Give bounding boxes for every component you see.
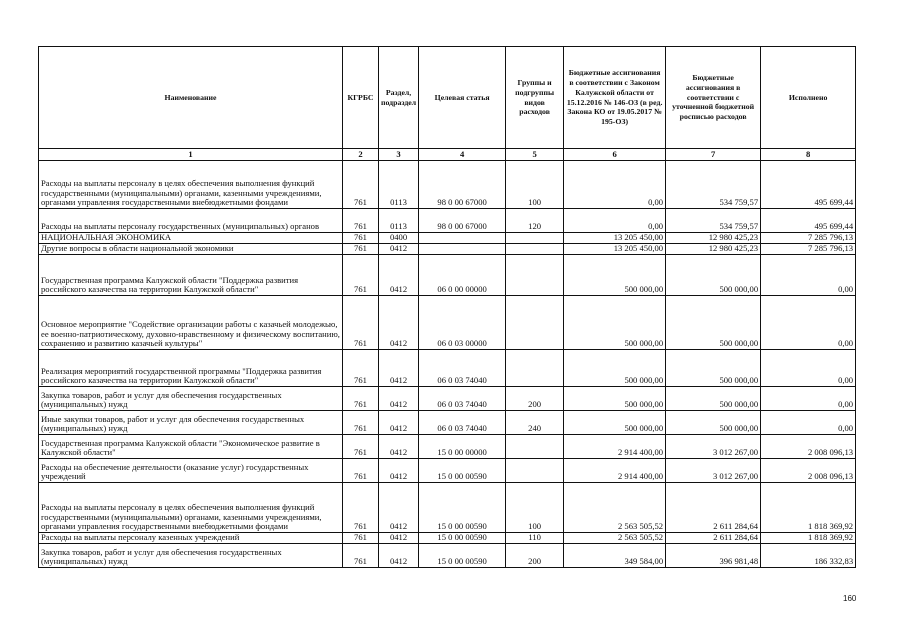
row-section: 0412	[379, 387, 419, 411]
row-law-allocation: 500 000,00	[564, 296, 666, 350]
row-executed: 0,00	[761, 387, 856, 411]
header-name: Наименование	[39, 47, 343, 149]
column-number: 3	[379, 149, 419, 161]
row-kgrbs: 761	[343, 387, 379, 411]
table-row	[39, 209, 856, 233]
row-expense-group	[506, 350, 564, 387]
row-section: 0412	[379, 296, 419, 350]
row-executed: 1 818 369,92	[761, 533, 856, 544]
budget-table	[38, 46, 856, 568]
row-kgrbs: 761	[343, 459, 379, 483]
row-target-article: 98 0 00 67000	[419, 161, 506, 209]
row-expense-group	[506, 296, 564, 350]
row-name: Основное мероприятие "Содействие организации работы с казачьей молодежью, ее военно-патриотическому, духовно-нравственному и физическому воспитанию, сохранению и развитию казачьей культуры"	[39, 296, 343, 350]
row-name: Расходы на выплаты персоналу в целях обеспечения выполнения функций государственными (муниципальными) органами, казенными учреждениями, органами управления государственными внебюджетными фондами	[39, 161, 343, 209]
row-refined-allocation: 12 980 425,23	[666, 244, 761, 255]
header-refined-allocations: Бюджетные ассигнования в соответствии с уточненной бюджетной росписью расходов	[666, 47, 761, 149]
row-refined-allocation: 3 012 267,00	[666, 435, 761, 459]
table-row	[39, 233, 856, 244]
column-number: 7	[666, 149, 761, 161]
row-law-allocation: 349 584,00	[564, 544, 666, 568]
row-section: 0412	[379, 544, 419, 568]
row-target-article: 98 0 00 67000	[419, 209, 506, 233]
header-law-allocations: Бюджетные ассигнования в соответствии с Законом Калужской области от 15.12.2016 № 146-ОЗ (в ред. Закона КО от 19.05.2017 № 195-ОЗ)	[564, 47, 666, 149]
row-section: 0412	[379, 255, 419, 296]
row-refined-allocation: 500 000,00	[666, 350, 761, 387]
row-name: НАЦИОНАЛЬНАЯ ЭКОНОМИКА	[39, 233, 343, 244]
row-target-article	[419, 244, 506, 255]
row-refined-allocation: 2 611 284,64	[666, 483, 761, 533]
row-refined-allocation: 534 759,57	[666, 161, 761, 209]
row-target-article: 06 0 03 74040	[419, 411, 506, 435]
row-refined-allocation: 396 981,48	[666, 544, 761, 568]
row-refined-allocation: 500 000,00	[666, 387, 761, 411]
header-executed: Исполнено	[761, 47, 856, 149]
row-refined-allocation: 500 000,00	[666, 411, 761, 435]
row-target-article: 06 0 03 74040	[419, 387, 506, 411]
column-number: 1	[39, 149, 343, 161]
column-number: 8	[761, 149, 856, 161]
row-refined-allocation: 500 000,00	[666, 255, 761, 296]
row-target-article: 06 0 03 74040	[419, 350, 506, 387]
row-law-allocation: 500 000,00	[564, 411, 666, 435]
table-row	[39, 483, 856, 533]
header-groups: Группы и подгруппы видов расходов	[506, 47, 564, 149]
row-target-article: 15 0 00 00000	[419, 435, 506, 459]
row-expense-group: 110	[506, 533, 564, 544]
table-row	[39, 244, 856, 255]
row-name: Расходы на обеспечение деятельности (оказание услуг) государственных учреждений	[39, 459, 343, 483]
row-executed: 2 008 096,13	[761, 459, 856, 483]
row-expense-group: 100	[506, 161, 564, 209]
column-number: 2	[343, 149, 379, 161]
row-expense-group	[506, 459, 564, 483]
row-law-allocation: 13 205 450,00	[564, 233, 666, 244]
row-section: 0412	[379, 411, 419, 435]
row-executed: 1 818 369,92	[761, 483, 856, 533]
row-refined-allocation: 3 012 267,00	[666, 459, 761, 483]
row-name: Иные закупки товаров, работ и услуг для обеспечения государственных (муниципальных) нужд	[39, 411, 343, 435]
table-row	[39, 459, 856, 483]
row-expense-group	[506, 435, 564, 459]
row-law-allocation: 500 000,00	[564, 255, 666, 296]
row-kgrbs: 761	[343, 296, 379, 350]
row-kgrbs: 761	[343, 209, 379, 233]
row-executed: 495 699,44	[761, 209, 856, 233]
row-kgrbs: 761	[343, 483, 379, 533]
row-target-article	[419, 233, 506, 244]
row-name: Закупка товаров, работ и услуг для обеспечения государственных (муниципальных) нужд	[39, 544, 343, 568]
row-target-article: 15 0 00 00590	[419, 533, 506, 544]
row-executed: 0,00	[761, 350, 856, 387]
row-kgrbs: 761	[343, 435, 379, 459]
row-section: 0113	[379, 209, 419, 233]
row-kgrbs: 761	[343, 544, 379, 568]
table-row	[39, 435, 856, 459]
table-row	[39, 387, 856, 411]
row-kgrbs: 761	[343, 533, 379, 544]
row-kgrbs: 761	[343, 350, 379, 387]
row-kgrbs: 761	[343, 161, 379, 209]
table-body	[39, 161, 856, 568]
row-executed: 0,00	[761, 296, 856, 350]
column-number: 4	[419, 149, 506, 161]
row-executed: 0,00	[761, 255, 856, 296]
row-refined-allocation: 500 000,00	[666, 296, 761, 350]
row-law-allocation: 500 000,00	[564, 350, 666, 387]
row-name: Реализация мероприятий государственной программы "Поддержка развития российского казачества на территории Калужской области"	[39, 350, 343, 387]
row-target-article: 15 0 00 00590	[419, 459, 506, 483]
row-expense-group: 200	[506, 387, 564, 411]
row-expense-group: 100	[506, 483, 564, 533]
row-kgrbs: 761	[343, 244, 379, 255]
row-expense-group	[506, 255, 564, 296]
column-number: 6	[564, 149, 666, 161]
row-law-allocation: 2 914 400,00	[564, 435, 666, 459]
table-row	[39, 255, 856, 296]
table-row	[39, 350, 856, 387]
header-kgrbs: КГРБС	[343, 47, 379, 149]
header-section: Раздел, подраздел	[379, 47, 419, 149]
row-kgrbs: 761	[343, 255, 379, 296]
row-section: 0412	[379, 533, 419, 544]
row-law-allocation: 0,00	[564, 209, 666, 233]
row-name: Расходы на выплаты персоналу в целях обеспечения выполнения функций государственными (муниципальными) органами, казенными учреждениями, органами управления государственными внебюджетными фондами	[39, 483, 343, 533]
row-section: 0412	[379, 483, 419, 533]
row-law-allocation: 0,00	[564, 161, 666, 209]
row-name: Расходы на выплаты персоналу государственных (муниципальных) органов	[39, 209, 343, 233]
row-executed: 7 285 796,13	[761, 244, 856, 255]
row-law-allocation: 13 205 450,00	[564, 244, 666, 255]
row-target-article: 15 0 00 00590	[419, 483, 506, 533]
row-expense-group	[506, 233, 564, 244]
row-name: Другие вопросы в области национальной экономики	[39, 244, 343, 255]
header-row	[39, 47, 856, 149]
row-expense-group: 240	[506, 411, 564, 435]
header-target: Целевая статья	[419, 47, 506, 149]
column-number: 5	[506, 149, 564, 161]
table-row	[39, 161, 856, 209]
row-section: 0113	[379, 161, 419, 209]
row-name: Закупка товаров, работ и услуг для обеспечения государственных (муниципальных) нужд	[39, 387, 343, 411]
row-law-allocation: 500 000,00	[564, 387, 666, 411]
row-executed: 2 008 096,13	[761, 435, 856, 459]
table-row	[39, 544, 856, 568]
row-section: 0412	[379, 350, 419, 387]
row-section: 0412	[379, 459, 419, 483]
column-number-row	[39, 149, 856, 161]
row-target-article: 06 0 03 00000	[419, 296, 506, 350]
row-kgrbs: 761	[343, 233, 379, 244]
row-law-allocation: 2 914 400,00	[564, 459, 666, 483]
row-section: 0400	[379, 233, 419, 244]
row-kgrbs: 761	[343, 411, 379, 435]
row-name: Расходы на выплаты персоналу казенных учреждений	[39, 533, 343, 544]
row-target-article: 15 0 00 00590	[419, 544, 506, 568]
row-law-allocation: 2 563 505,52	[564, 533, 666, 544]
row-refined-allocation: 12 980 425,23	[666, 233, 761, 244]
table-row	[39, 411, 856, 435]
row-section: 0412	[379, 244, 419, 255]
row-target-article: 06 0 00 00000	[419, 255, 506, 296]
row-section: 0412	[379, 435, 419, 459]
row-expense-group: 200	[506, 544, 564, 568]
row-name: Государственная программа Калужской области "Экономическое развитие в Калужской области"	[39, 435, 343, 459]
row-expense-group: 120	[506, 209, 564, 233]
row-executed: 495 699,44	[761, 161, 856, 209]
table-row	[39, 533, 856, 544]
row-refined-allocation: 534 759,57	[666, 209, 761, 233]
table-row	[39, 296, 856, 350]
row-name: Государственная программа Калужской области "Поддержка развития российского казачества на территории Калужской области"	[39, 255, 343, 296]
row-refined-allocation: 2 611 284,64	[666, 533, 761, 544]
row-executed: 186 332,83	[761, 544, 856, 568]
row-executed: 7 285 796,13	[761, 233, 856, 244]
row-expense-group	[506, 244, 564, 255]
row-executed: 0,00	[761, 411, 856, 435]
page-number: 160	[843, 594, 857, 603]
row-law-allocation: 2 563 505,52	[564, 483, 666, 533]
